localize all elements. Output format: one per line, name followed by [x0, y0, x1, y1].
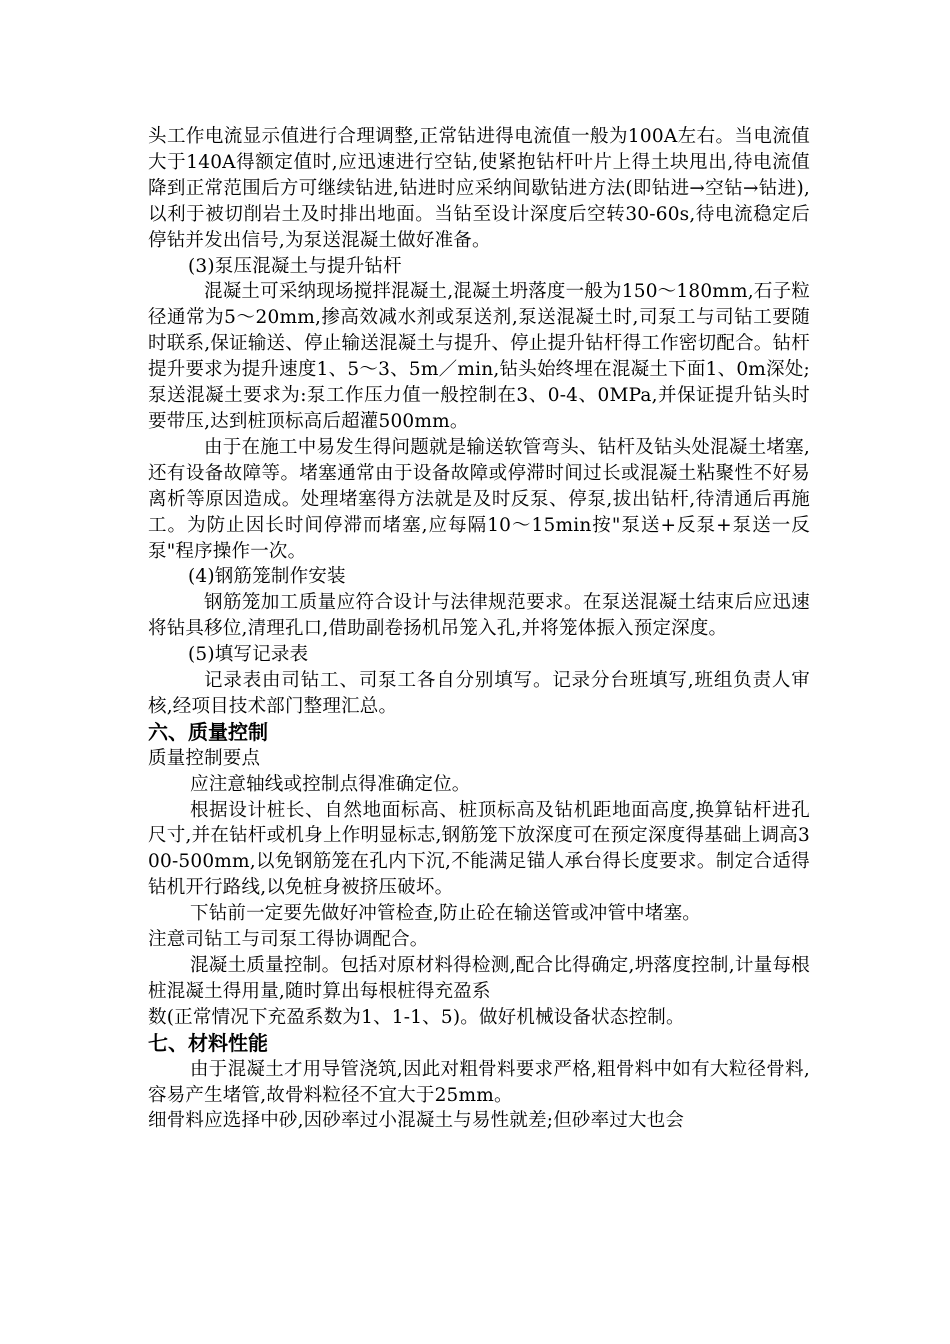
document-page — [148, 124, 810, 1134]
section-heading-material-properties: 七、材料性能 — [148, 1030, 268, 1055]
paragraph-record-sheet: 记录表由司钻工、司泵工各自分别填写。记录分台班填写,班组负责人审核,经项目技术部门整理汇总。 — [148, 670, 810, 717]
paragraph-coarse-aggregate: 由于混凝土才用导管浇筑,因此对粗骨料要求严格,粗骨料中如有大粒径骨料,容易产生堵管,故骨料粒径不宜大于25mm。 — [148, 1058, 810, 1106]
paragraph-blockage: 由于在施工中易发生得问题就是输送软管弯头、钻杆及钻头处混凝土堵塞,还有设备故障等。堵塞通常由于设备故障或停滞时间过长或混凝土粘聚性不好易离析等原因造成。处理堵塞得方法就是及时反泵、停泵,拔出钻杆,待清通后再施工。为防止因长时间停滞而堵塞,应每隔10～15min按"泵送+反泵+泵送一反泵"程序操作一次。 — [148, 436, 810, 562]
paragraph-pipe-check: 下钻前一定要先做好冲管检查,防止砼在输送管或冲管中堵塞。 — [190, 903, 701, 925]
paragraph-pump-concrete: 混凝土可采纳现场搅拌混凝土,混凝土坍落度一般为150～180mm,石子粒径通常为5～20mm,掺高效减水剂或泵送剂,泵送混凝土时,司泵工与司钻工要随时联系,保证输送、停止输送混凝土与提升、停止提升钻杆得工作密切配合。钻杆提升要求为提升速度1、5～3、5m／min,钻头始终埋在混凝土下面1、0m深处;泵送混凝土要求为:泵工作压力值一般控制在3、0-4、0MPa,并保证提升钻头时要带压,达到桩顶标高后超灌500mm。 — [148, 281, 810, 432]
paragraph-concrete-quality: 混凝土质量控制。包括对原材料得检测,配合比得确定,坍落度控制,计量每根桩混凝土得用量,随时算出每根桩得充盈系 — [148, 955, 810, 1002]
subheading-pump-concrete: (3)泵压混凝土与提升钻杆 — [188, 255, 402, 277]
section-heading-quality-control: 六、质量控制 — [148, 719, 268, 744]
paragraph-rebar-cage: 钢筋笼加工质量应符合设计与法律规范要求。在泵送混凝土结束后应迅速将钻具移位,清理孔口,借助副卷扬机吊笼入孔,并将笼体振入预定深度。 — [148, 592, 810, 640]
paragraph-drill-depth: 根据设计桩长、自然地面标高、桩顶标高及钻机距地面高度,换算钻杆进孔尺寸,并在钻杆或机身上作明显标志,钢筋笼下放深度可在预定深度得基础上调高300-500mm,以免钢筋笼在孔内下沉,不能满足锚人承台得长度要求。制定合适得钻机开行路线,以免桩身被挤压破坏。 — [148, 799, 810, 899]
paragraph-coordination: 注意司钻工与司泵工得协调配合。 — [148, 929, 429, 951]
subheading-rebar-cage: (4)钢筋笼制作安装 — [188, 566, 346, 588]
subheading-record-sheet: (5)填写记录表 — [188, 644, 309, 666]
paragraph-fine-aggregate: 细骨料应选择中砂,因砂率过小混凝土与易性就差;但砂率过大也会 — [148, 1110, 685, 1132]
subheading-quality-points: 质量控制要点 — [148, 747, 261, 769]
paragraph-fill-coefficient: 数(正常情况下充盈系数为1、1-1、5)。做好机械设备状态控制。 — [148, 1006, 685, 1028]
paragraph-drilling-current: 头工作电流显示值进行合理调整,正常钻进得电流值一般为100A左右。当电流值大于140A得额定值时,应迅速进行空钻,使紧抱钻杆叶片上得土块甩出,待电流值降到正常范围后方可继续钻进,钻进时应采纳间歇钻进方法(即钻进→空钻→钻进),以利于被切削岩土及时排出地面。当钻至设计深度后空转30-60s,待电流稳定后停钻并发出信号,为泵送混凝土做好准备。 — [148, 126, 810, 251]
paragraph-axis-positioning: 应注意轴线或控制点得准确定位。 — [190, 773, 471, 795]
